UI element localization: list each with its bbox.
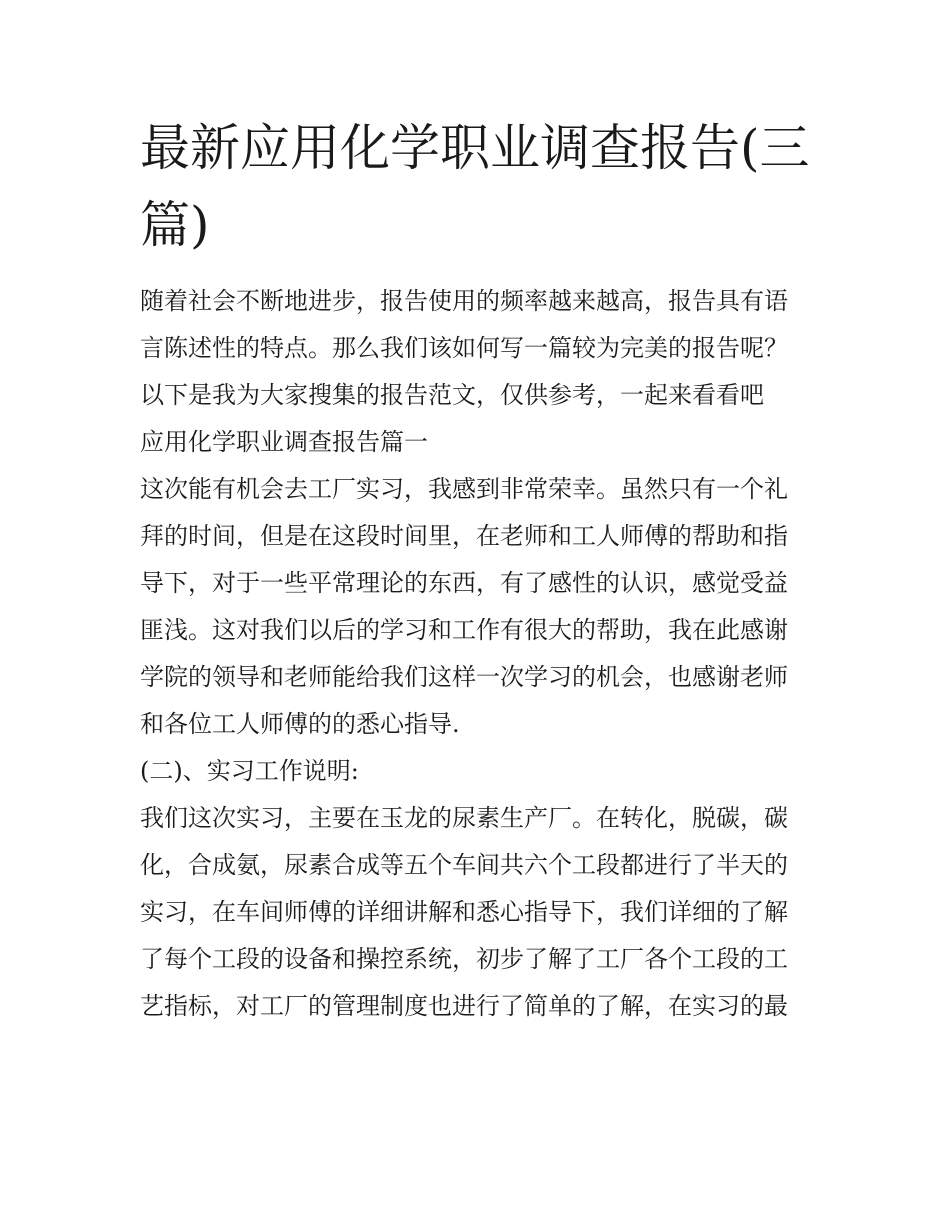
paragraph-line: 了每个工段的设备和操控系统，初步了解了工厂各个工段的工 bbox=[140, 945, 788, 973]
section-heading: 应用化学职业调查报告篇一 bbox=[140, 428, 428, 456]
title-line: 篇) bbox=[140, 196, 210, 254]
paragraph-line: 学院的领导和老师能给我们这样一次学习的机会，也感谢老师 bbox=[140, 663, 788, 691]
paragraph-line: 随着社会不断地进步，报告使用的频率越来越高，报告具有语 bbox=[140, 287, 788, 315]
section-heading: (二)、实习工作说明: bbox=[140, 757, 359, 785]
paragraph-line: 匪浅。这对我们以后的学习和工作有很大的帮助，我在此感谢 bbox=[140, 616, 788, 644]
title-line: 最新应用化学职业调查报告(三 bbox=[140, 119, 810, 177]
paragraph-line: 实习，在车间师傅的详细讲解和悉心指导下，我们详细的了解 bbox=[140, 898, 788, 926]
paragraph-line: 拜的时间，但是在这段时间里，在老师和工人师傅的帮助和指 bbox=[140, 522, 788, 550]
document-body bbox=[140, 278, 830, 1030]
paragraph-line: 和各位工人师傅的的悉心指导. bbox=[140, 710, 460, 738]
paragraph-line: 我们这次实习，主要在玉龙的尿素生产厂。在转化，脱碳，碳 bbox=[140, 804, 788, 832]
paragraph-line: 言陈述性的特点。那么我们该如何写一篇较为完美的报告呢？ bbox=[140, 334, 788, 362]
paragraph-line: 艺指标，对工厂的管理制度也进行了简单的了解，在实习的最 bbox=[140, 992, 788, 1020]
document-title bbox=[140, 110, 820, 264]
paragraph-line: 以下是我为大家搜集的报告范文，仅供参考，一起来看看吧 bbox=[140, 381, 764, 409]
paragraph-line: 化，合成氨，尿素合成等五个车间共六个工段都进行了半天的 bbox=[140, 851, 788, 879]
paragraph-line: 这次能有机会去工厂实习，我感到非常荣幸。虽然只有一个礼 bbox=[140, 475, 788, 503]
paragraph-line: 导下，对于一些平常理论的东西，有了感性的认识，感觉受益 bbox=[140, 569, 788, 597]
